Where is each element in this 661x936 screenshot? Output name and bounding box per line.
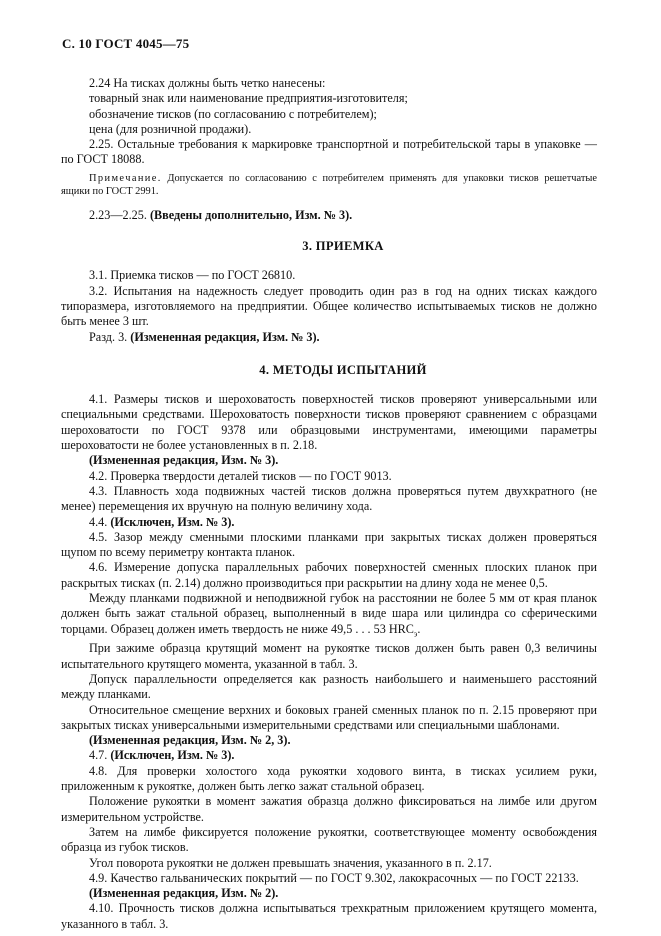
- note-text: Допускается по согласованию с потребителем применять для упаковки тисков решетчатые ящики по ГОСТ 2991.: [61, 172, 597, 197]
- clause-3-1: 3.1. Приемка тисков — по ГОСТ 26810.: [89, 268, 296, 283]
- clause-4-8-para-2: Положение рукоятки в момент зажатия образца должно фиксироваться на лимбе или другом измерительном устройстве.: [61, 794, 597, 824]
- edition-2-23-note: (Введены дополнительно, Изм. № 3).: [149, 207, 353, 222]
- clause-4-4-num: 4.4.: [89, 514, 111, 529]
- clause-2-24-line-2: обозначение тисков (по согласованию с потребителем);: [89, 106, 377, 121]
- clause-4-9-edition: (Измененная редакция, Изм. № 2).: [89, 886, 279, 901]
- section-3-edition-num: Разд. 3.: [89, 329, 131, 344]
- document-body: [61, 76, 597, 932]
- clause-2-24-line-3: цена (для розничной продажи).: [89, 121, 252, 136]
- clause-4-7-note: (Исключен, Изм. № 3).: [110, 748, 235, 763]
- note: [61, 172, 597, 198]
- clause-3-2: 3.2. Испытания на надежность следует проводить один раз в год на одних тисках каждого типоразмера, изготовляемого на предприятии. Общее количество испытываемых тисков не должно быть менее 3 шт.: [61, 283, 597, 329]
- clause-4-6-para-2-end: .: [417, 621, 421, 636]
- page-header: С. 10 ГОСТ 4045—75: [62, 36, 190, 51]
- clause-4-6-para-2-text: Между планками подвижной и неподвижной губок на расстоянии не более 5 мм от края планок должен быть зажат стальной образец, выполненный в виде шара или цилиндра со сферическими торцами. Образец должен иметь твердость не ниже 49,5 . . . 53 HRC: [61, 591, 597, 636]
- clause-4-6: 4.6. Измерение допуска параллельных рабочих поверхностей сменных плоских планок при раскрытых тисках (п. 2.14) должно производиться при раскрытии на длину хода не менее 0,5.: [61, 560, 597, 590]
- clause-4-3: 4.3. Плавность хода подвижных частей тисков должна проверяться путем двухкратного (не менее) перемещения их вручную на полную величину хода.: [61, 483, 597, 514]
- clause-4-9: 4.9. Качество гальванических покрытий — по ГОСТ 9.302, лакокрасочных — по ГОСТ 22133.: [89, 870, 579, 885]
- clause-4-7: [89, 748, 597, 763]
- clause-4-6-para-2: [61, 591, 597, 641]
- clause-4-5: 4.5. Зазор между сменными плоскими планками при закрытых тисках должен проверяться щупом по всему периметру контакта планок.: [61, 529, 597, 560]
- clause-2-24-line-1: товарный знак или наименование предприятия-изготовителя;: [89, 91, 408, 106]
- clause-4-7-num: 4.7.: [89, 748, 111, 763]
- clause-4-8-para-4: Угол поворота рукоятки не должен превышать значения, указанного в п. 2.17.: [89, 855, 492, 870]
- clause-2-24: 2.24 На тисках должны быть четко нанесены:: [89, 76, 326, 90]
- clause-4-6-edition: (Измененная редакция, Изм. № 2, 3).: [89, 733, 291, 748]
- clause-4-10: 4.10. Прочность тисков должна испытываться трехкратным приложением крутящего момента, указанного в табл. 3.: [61, 901, 597, 931]
- clause-4-1: 4.1. Размеры тисков и шероховатость поверхностей тисков проверяют универсальными или специальными средствами. Шероховатость поверхности тисков проверяют сравнением с образцами шероховатости по ГОСТ 9378 или образцовыми инструментами, имеющими параметры шероховатости не более установленных в п. 2.18.: [61, 392, 597, 453]
- clause-2-25: [61, 137, 597, 168]
- section-3-edition: [89, 330, 597, 345]
- section-4-title: 4. МЕТОДЫ ИСПЫТАНИЙ: [259, 362, 427, 377]
- clause-4-2: 4.2. Проверка твердости деталей тисков — по ГОСТ 9013.: [89, 468, 392, 483]
- edition-2-23-2-25: [89, 208, 597, 223]
- clause-4-6-para-5: Относительное смещение верхних и боковых граней сменных планок по п. 2.15 проверяют при закрытых тисках универсальными измерительными средствами или специальными шаблонами.: [61, 702, 597, 732]
- clause-4-6-para-4: Допуск параллельности определяется как разность наибольшего и наименьшего расстояний между планками.: [61, 671, 597, 702]
- clause-4-8: 4.8. Для проверки холостого хода рукоятки ходового винта, в тисках усилием руки, приложенным к рукоятке, должен быть легко зажат стальной образец.: [61, 763, 597, 794]
- clause-4-1-edition: (Измененная редакция, Изм. № 3).: [89, 453, 279, 468]
- clause-4-8-para-3: Затем на лимбе фиксируется положение рукоятки, соответствующее моменту освобождения образца из губок тисков.: [61, 824, 597, 855]
- hardness-subscript: э: [413, 629, 418, 639]
- clause-4-4: [89, 515, 597, 530]
- clause-4-6-para-3: При зажиме образца крутящий момент на рукоятке тисков должен быть равен 0,3 величины испытательного крутящего момента, указанной в табл. 3.: [61, 641, 597, 671]
- section-3-title: 3. ПРИЕМКА: [302, 239, 384, 254]
- clause-4-4-note: (Исключен, Изм. № 3).: [110, 514, 235, 529]
- edition-2-23-num: 2.23—2.25.: [89, 207, 150, 222]
- section-3-edition-note: (Измененная редакция, Изм. № 3).: [130, 329, 320, 344]
- note-label: Примечание.: [89, 172, 162, 184]
- clause-2-25-text: 2.25. Остальные требования к маркировке транспортной и потребительской тары в упаковке — по ГОСТ 18088.: [61, 137, 597, 167]
